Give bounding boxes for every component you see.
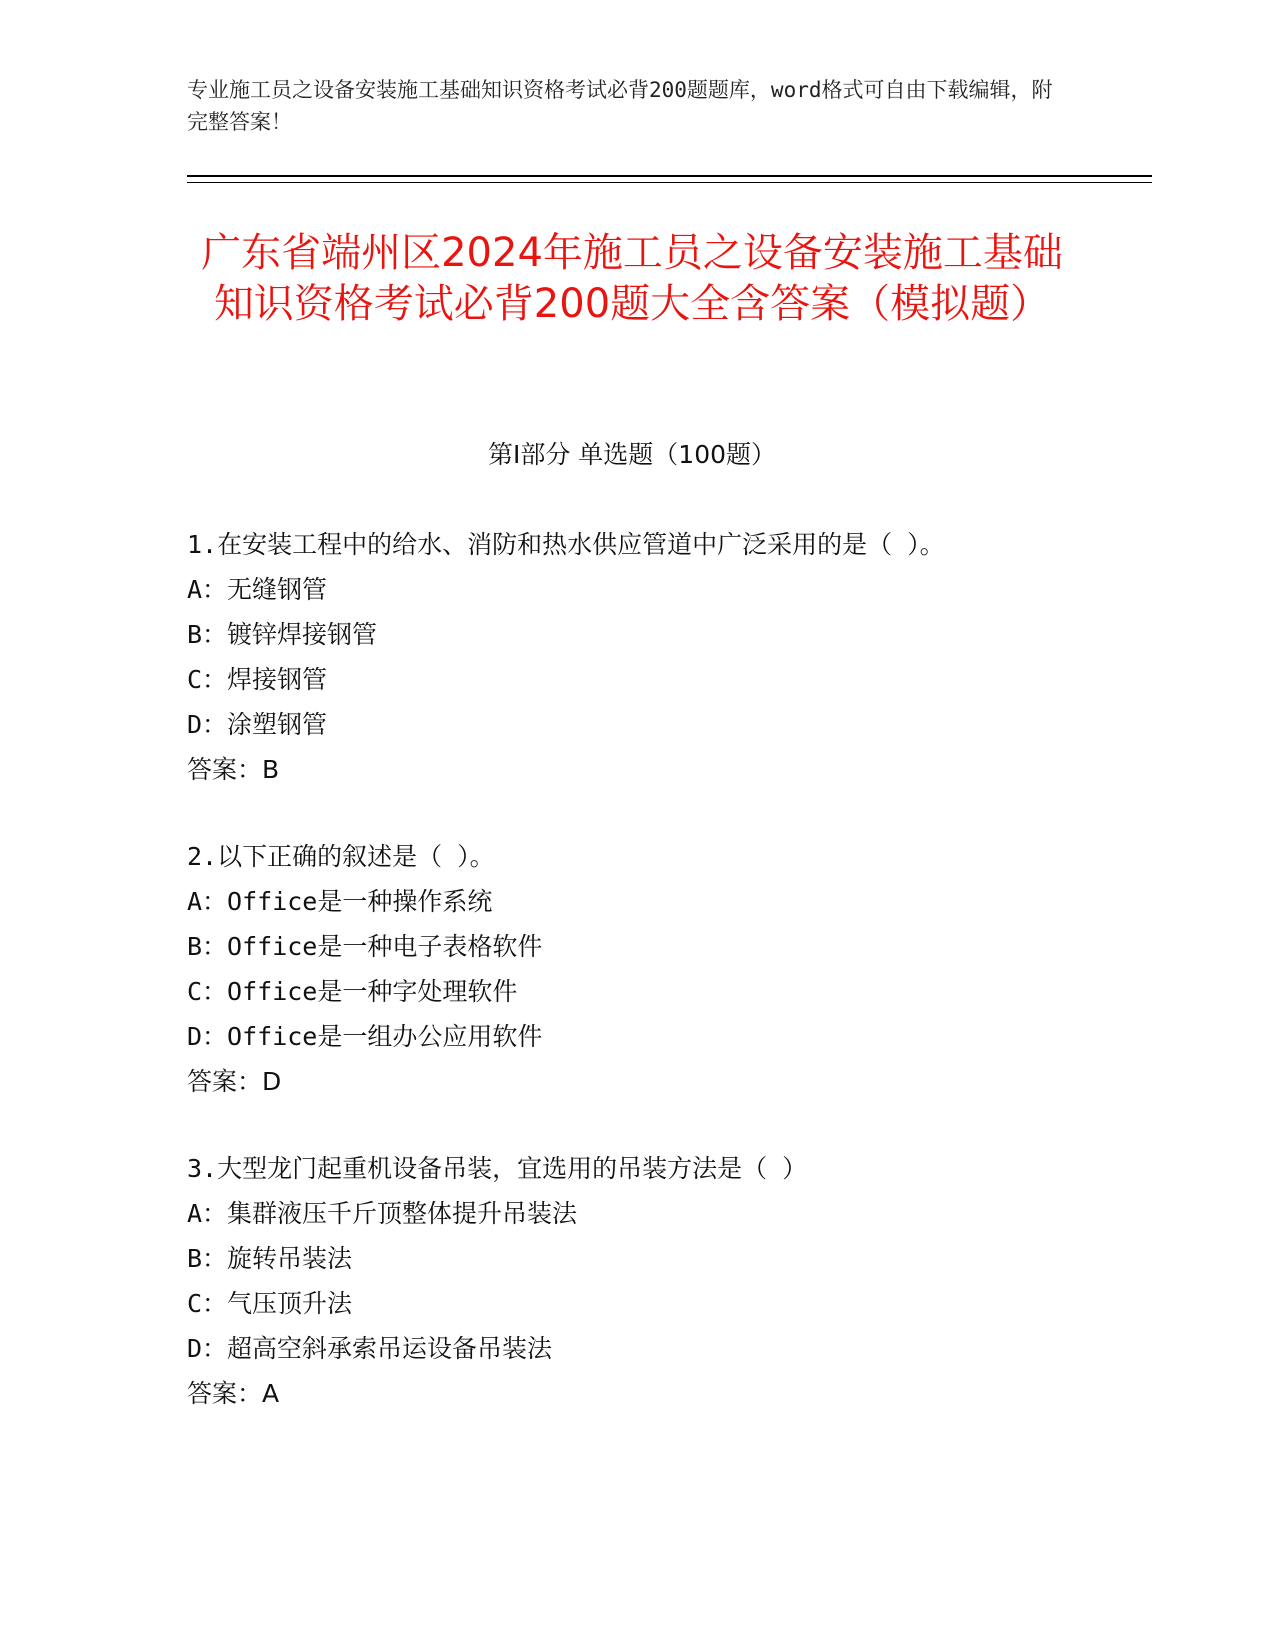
question-2 (187, 834, 1147, 1104)
option-c: C：Office是一种字处理软件 (187, 977, 518, 1006)
option-b: B：镀锌焊接钢管 (187, 620, 378, 649)
question-list (187, 522, 1147, 1458)
option-c: C：气压顶升法 (187, 1289, 353, 1318)
document-title: 广东省端州区2024年施工员之设备安装施工基础知识资格考试必背200题大全含答案（模拟题） (201, 230, 1063, 327)
option-b: B：Office是一种电子表格软件 (187, 932, 543, 961)
option-d: D：涂塑钢管 (187, 710, 328, 739)
answer: 答案：D (187, 1067, 282, 1096)
question-stem: 3.大型龙门起重机设备吊装，宜选用的吊装方法是（ ） (187, 1154, 808, 1183)
option-d: D：Office是一组办公应用软件 (187, 1022, 543, 1051)
section-heading: 第I部分 单选题（100题） (487, 440, 777, 469)
question-3 (187, 1146, 1147, 1416)
option-d: D：超高空斜承索吊运设备吊装法 (187, 1334, 553, 1363)
question-stem: 2.以下正确的叙述是（ ）。 (187, 842, 495, 871)
header-note: 专业施工员之设备安装施工基础知识资格考试必背200题题库，word格式可自由下载编辑，附完整答案！ (187, 78, 1053, 134)
answer: 答案：A (187, 1379, 280, 1408)
question-1 (187, 522, 1147, 792)
option-c: C：焊接钢管 (187, 665, 328, 694)
question-stem: 1.在安装工程中的给水、消防和热水供应管道中广泛采用的是（ ）。 (187, 530, 945, 559)
answer: 答案：B (187, 755, 280, 784)
option-a: A：无缝钢管 (187, 575, 328, 604)
header-rule-thick (187, 175, 1152, 177)
option-b: B：旋转吊装法 (187, 1244, 353, 1273)
header-rule-thin (187, 182, 1152, 183)
option-a: A：Office是一种操作系统 (187, 887, 493, 916)
option-a: A：集群液压千斤顶整体提升吊装法 (187, 1199, 578, 1228)
